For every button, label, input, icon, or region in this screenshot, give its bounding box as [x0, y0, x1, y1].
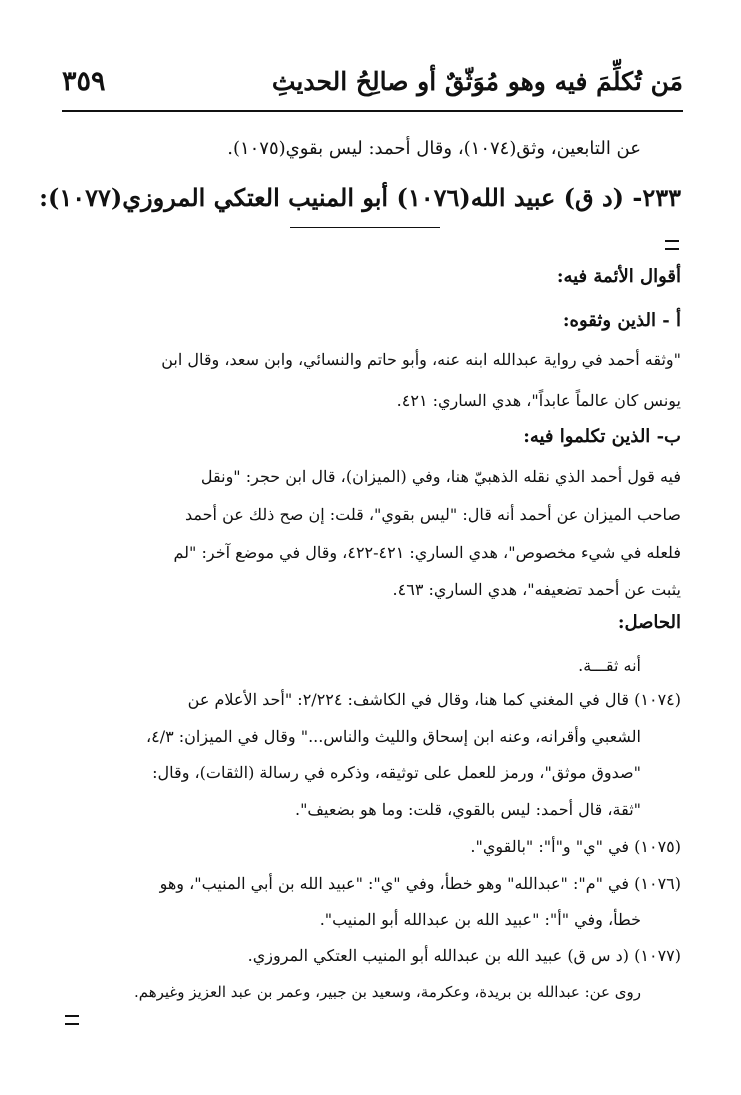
subsection-heading: أ - الذين وثقوه: [562, 310, 681, 331]
text-line: يثبت عن أحمد تضعيفه"، هدي الساري: ٤٦٣. [392, 580, 681, 599]
text-line: صاحب الميزان عن أحمد أنه قال: "ليس بقوي"، قلت: إن صح ذلك عن أحمد [185, 505, 681, 524]
entry-heading: ٢٣٣- (د ق) عبيد الله(١٠٧٦) أبو المنيب العتكي المروزي(١٠٧٧): [39, 183, 681, 212]
text-line: فلعله في شيء مخصوص"، هدي الساري: ٤٢١-٤٢٢، وقال في موضع آخر: "لم [173, 543, 681, 562]
running-title: مَن تُكلِّمَ فيه وهو مُوَثّقٌ أو صالِحُ الحديثِ [271, 66, 683, 96]
footnote-line: (١٠٧٧) (د س ق) عبيد الله بن عبدالله أبو المنيب العتكي المروزي. [247, 946, 681, 965]
page-number: ٣٥٩ [62, 65, 106, 97]
text-line: يونس كان عالماً عابداً"، هدي الساري: ٤٢١. [396, 391, 681, 410]
footnote-line: (١٠٧٥) في "ي" و"أ": "بالقوي". [470, 837, 681, 856]
text-line: عن التابعين، وثق(١٠٧٤)، وقال أحمد: ليس بقوي(١٠٧٥). [227, 138, 641, 159]
text-line: أنه ثقـــة. [578, 656, 641, 675]
section-heading: أقوال الأئمة فيه: [556, 266, 681, 287]
text-line: "وثقه أحمد في رواية عبدالله ابنه عنه، وأبو حاتم والنسائي، وابن سعد، وقال ابن [161, 350, 681, 369]
running-header [62, 58, 683, 104]
section-heading: الحاصل: [617, 612, 681, 633]
separator-line [290, 227, 440, 228]
footnote-line: (١٠٧٤) قال في المغني كما هنا، وقال في الكاشف: ٢/٢٢٤: "أحد الأعلام عن [187, 690, 681, 709]
equals-mark [65, 1015, 79, 1025]
text-line: فيه قول أحمد الذي نقله الذهبيّ هنا، وفي (الميزان)، قال ابن حجر: "ونقل [200, 467, 681, 486]
footnote-line: روى عن: عبدالله بن بريدة، وعكرمة، وسعيد بن جبير، وعمر بن عبد العزيز وغيرهم. [133, 983, 641, 1001]
header-rule [62, 110, 683, 112]
footnote-line: خطأ، وفي "أ": "عبيد الله بن عبدالله أبو المنيب". [319, 910, 641, 929]
footnote-line: "صدوق موثق"، ورمز للعمل على توثيقه، وذكره في رسالة (الثقات)، وقال: [152, 763, 641, 782]
footnote-line: الشعبي وأقرانه، وعنه ابن إسحاق والليث والناس..." وقال في الميزان: ٤/٣، [145, 727, 641, 746]
subsection-heading: ب- الذين تكلموا فيه: [523, 426, 681, 447]
footnote-line: (١٠٧٦) في "م": "عبدالله" وهو خطأ، وفي "ي": "عبيد الله بن أبي المنيب"، وهو [159, 874, 681, 893]
footnote-line: "ثقة، قال أحمد: ليس بالقوي، قلت: وما هو بضعيف". [294, 800, 641, 819]
equals-mark [665, 240, 679, 250]
